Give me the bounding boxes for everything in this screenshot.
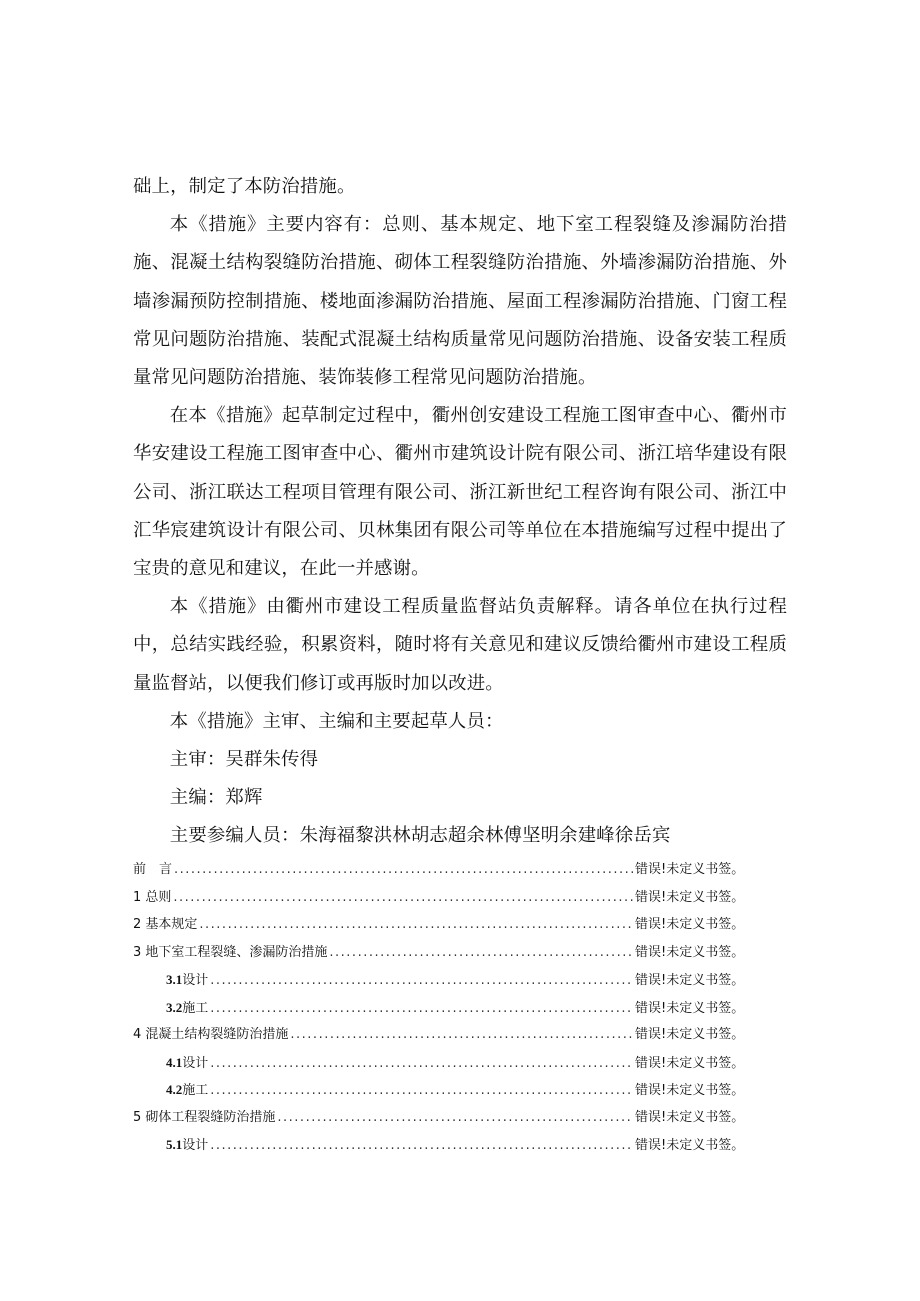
toc-entry-page-ref: 错误!未定义书签。: [635, 917, 745, 932]
toc-dot-leader: [199, 911, 633, 939]
paragraph: 本《措施》由衢州市建设工程质量监督站负责解释。请各单位在执行过程中，总结实践经验，积累资料，随时将有关意见和建议反馈给衢州市建设工程质量监督站，以便我们修订或再版时加以改进。: [133, 596, 787, 694]
toc-entry-label: 3 地下室工程裂缝、渗漏防治措施: [133, 944, 328, 960]
toc-dot-leader: [210, 995, 633, 1023]
toc-dot-leader: [210, 1050, 633, 1078]
paragraph: 础上，制定了本防治措施。: [133, 176, 356, 197]
toc-entry-page-ref: 错误!未定义书签。: [635, 1083, 745, 1098]
toc-entry-label: 1 总则: [133, 889, 172, 905]
toc-entry-label: 5 砌体工程裂缝防治措施: [133, 1109, 276, 1125]
toc-entry-page-ref: 错误!未定义书签。: [635, 1055, 745, 1071]
toc-dot-leader: [174, 856, 633, 884]
toc-entry-page-ref: 错误!未定义书签。: [635, 973, 745, 988]
toc-entry-label: 施工: [182, 1083, 209, 1098]
toc-entry-number: 3.2: [166, 999, 183, 1015]
toc-entry-label: 施工: [182, 1000, 209, 1016]
paragraph: 主编：郑辉: [169, 787, 263, 809]
toc-entry-page-ref: 错误!未定义书签。: [635, 1109, 745, 1125]
toc-dot-leader: [210, 967, 633, 995]
toc-entry-number: 3.1: [166, 972, 183, 987]
toc-entry-label: 设计: [182, 973, 209, 988]
toc-entry-page-ref: 错误!未定义书签。: [635, 1138, 745, 1153]
toc-entry[interactable]: [133, 994, 763, 1022]
toc-entry[interactable]: [133, 939, 763, 967]
toc-entry-label: 2 基本规定: [133, 917, 198, 932]
toc-entry-label: 前 言: [133, 862, 173, 877]
toc-entry-page-ref: 错误!未定义书签。: [635, 862, 745, 877]
toc-dot-leader: [210, 1132, 633, 1160]
paragraph: 主审：吴群朱传得: [169, 749, 319, 771]
toc-entry-number: 4.1: [166, 1054, 183, 1070]
toc-dot-leader: [277, 1104, 633, 1132]
paragraph: 在本《措施》起草制定过程中，衢州创安建设工程施工图审查中心、衢州市华安建设工程施工图审查中心、衢州市建筑设计院有限公司、浙江培华建设有限公司、浙江联达工程项目管理有限公司、浙江新世纪工程咨询有限公司、浙江中汇华宸建筑设计有限公司、贝林集团有限公司等单位在本措施编写过程中提出了宝贵的意见和建议，在此一并感谢。: [133, 405, 787, 580]
paragraph: 主要参编人员：朱海福黎洪林胡志超余林傅坚明余建峰徐岳宾: [169, 825, 671, 847]
toc-dot-leader: [290, 1021, 633, 1049]
toc-entry-number: 4.2: [166, 1082, 183, 1097]
toc-entry-number: 5.1: [166, 1137, 183, 1152]
preface-body: [133, 168, 787, 856]
paragraph: 本《措施》主要内容有：总则、基本规定、地下室工程裂缝及渗漏防治措施、混凝土结构裂缝防治措施、砌体工程裂缝防治措施、外墙渗漏防治措施、外墙渗漏预防控制措施、楼地面渗漏防治措施、屋面工程渗漏防治措施、门窗工程常见问题防治措施、装配式混凝土结构质量常见问题防治措施、设备安装工程质量常见问题防治措施、装饰装修工程常见问题防治措施。: [133, 214, 787, 389]
toc-entry[interactable]: [133, 911, 763, 939]
table-of-contents: [133, 856, 763, 1159]
toc-dot-leader: [210, 1077, 633, 1105]
toc-entry[interactable]: [133, 856, 763, 884]
toc-entry-label: 设计: [182, 1055, 209, 1071]
toc-entry[interactable]: [133, 1076, 763, 1104]
toc-entry[interactable]: [133, 1104, 763, 1132]
toc-entry-page-ref: 错误!未定义书签。: [635, 889, 745, 905]
paragraph: 本《措施》主审、主编和主要起草人员：: [169, 710, 504, 732]
toc-entry-label: 设计: [182, 1138, 209, 1153]
toc-entry[interactable]: [133, 1021, 763, 1049]
toc-entry-page-ref: 错误!未定义书签。: [635, 1027, 745, 1042]
toc-entry[interactable]: [133, 966, 763, 994]
toc-entry-label: 4 混凝土结构裂缝防治措施: [133, 1027, 289, 1042]
toc-dot-leader: [329, 939, 633, 967]
toc-dot-leader: [173, 884, 633, 912]
toc-entry[interactable]: [133, 884, 763, 912]
toc-entry[interactable]: [133, 1049, 763, 1077]
toc-entry-page-ref: 错误!未定义书签。: [635, 944, 745, 960]
toc-entry-page-ref: 错误!未定义书签。: [635, 1000, 745, 1016]
toc-entry[interactable]: [133, 1131, 763, 1159]
